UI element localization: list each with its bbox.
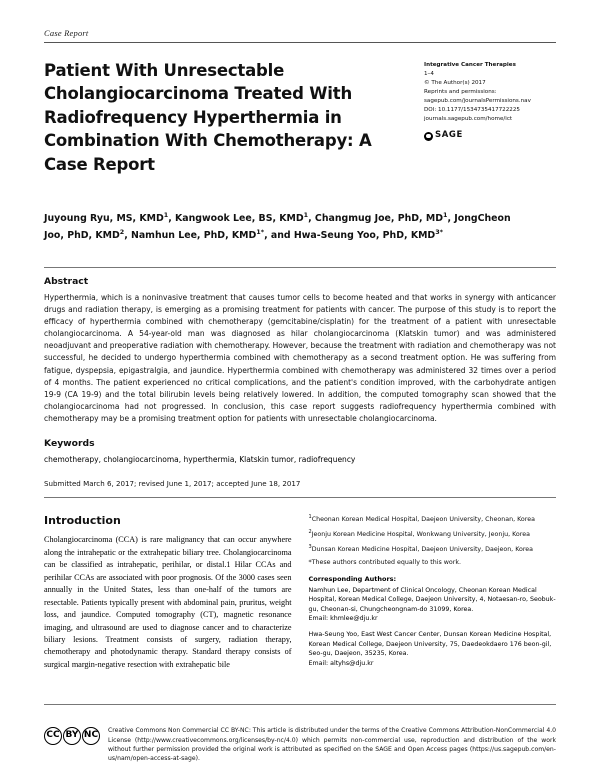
corresponding-heading: Corresponding Authors: [308, 574, 397, 583]
keywords-heading: Keywords [44, 438, 95, 450]
column-right [309, 514, 557, 674]
journal-doi[interactable]: DOI: 10.1177/1534735417722225 [424, 107, 520, 114]
introduction-text: Cholangiocarcinoma (CCA) is rare malignancy that can occur anywhere along the intrahepatic or the extrahepatic biliary tree. Cholangiocarcinoma can be classified as intrahepatic, perihilar, or distal.1 Hilar CCAs and perihilar CCAs are associated with poor prognosis. Of the 3000 cases seen annually in the United States, less than one-half of the tumors are resectable. Patients typically present with abdominal pain, pruritus, weight loss, and jaundice. Computed tomography (CT), magnetic resonance imaging, and ultrasound are used to diagnose cancer and to characterize biliary lesions. Treatment consists of surgery, radiation therapy, chemotherapy and photodynamic therapy. Standard therapy consists of surgical margin-negative resection with extrahepatic bile [44, 535, 292, 669]
sage-wordmark: SAGE [435, 130, 463, 141]
introduction-heading: Introduction [44, 514, 121, 528]
author-list: Juyoung Ryu, MS, KMD$^1$, Kangwook Lee, BS, KMD$^1$, Changmug Joe, PhD, $MD^1$, JongCheon Joo, PhD, KMD$^2$, Namhun Lee, PhD, $KMD^{1*}$, and Hwa-Seung Yoo, PhD, $KMD^{3*}$ [44, 211, 511, 242]
keywords-list: chemotherapy, cholangiocarcinoma, hyperthermia, Klatskin tumor, radiofrequency [44, 455, 356, 465]
column-left [44, 514, 292, 674]
body-columns [44, 514, 556, 674]
affiliation-item: *These authors contributed equally to this work. [308, 559, 461, 567]
corresponding-author-item: Hwa-Seung Yoo, East West Cancer Center, Dunsan Korean Medicine Hospital, Korean Medical College, Daejeon University, 75, Daedeokdaero 176 beon-gil, Seo-gu, Daejeon, 35235, Korea. Email: altyhs@dju.kr [308, 631, 552, 667]
journal-metadata [424, 59, 556, 145]
sage-mark-icon [424, 132, 433, 141]
running-head: Case Report [44, 28, 89, 38]
journal-home-url[interactable]: journals.sagepub.com/home/ict [424, 116, 513, 123]
page-title: Patient With Unresectable Cholangiocarcinoma Treated With Radiofrequency Hyperthermia in Combination With Chemotherapy: A Case Report [44, 61, 372, 174]
corresponding-authors [309, 586, 557, 669]
affiliation-item: $^2$Jeonju Korean Medicine Hospital, Wonkwang University, Jeonju, Korea [308, 528, 530, 538]
journal-name: Integrative Cancer Therapies [424, 62, 516, 68]
cc-mark-nc-icon: NC [82, 727, 100, 745]
abstract-text: Hyperthermia, which is a noninvasive treatment that causes tumor cells to become heated and that works in synergy with anticancer drugs and radiation therapy, is emerging as a promising treatment for patients with cancer. The purpose of this study is to report the efficacy of hyperthermia combined with chemotherapy (gemcitabine/cisplatin) for the treatment of a patient with unresectable cholangiocarcinoma. A 54-year-old man was diagnosed as hilar cholangiocarcinoma (Klatskin tumor) and was administered neoadjuvant and preoperative radiation with chemotherapy. However, because the treatment with radiation and chemotherapy was not successful, he decided to undergo hyperthermia combined with chemotherapy as a second treatment option. He was suffering from fatigue, dyspepsia, epigastralgia, and jaundice. Hyperthermia combined with chemotherapy was administered 32 times over a period of 4 months. The patient experienced no critical complications, and the patient's condition improved, with the carbohydrate antigen 19-9 (CA 19-9) and the total bilirubin levels being relatively lowered. In addition, the computed tomography scan showed that the cholangiocarcinoma had not progressed. In conclusion, this case report suggests radiofrequency hyperthermia combined with chemotherapy may be a promising treatment option for patients with unresectable cholangiocarcinoma. [44, 292, 556, 424]
submission-dates: Submitted March 6, 2017; revised June 1, 2017; accepted June 18, 2017 [44, 479, 301, 489]
keywords-block [44, 438, 556, 466]
affiliation-item: $^1$Cheonan Korean Medical Hospital, Daejeon University, Cheonan, Korea [308, 514, 535, 524]
journal-reprints-url[interactable]: sagepub.com/journalsPermissions.nav [424, 98, 531, 105]
abstract-divider [44, 267, 556, 268]
journal-copyright: © The Author(s) 2017 [424, 80, 486, 87]
creative-commons-icon [44, 726, 100, 745]
header-divider [44, 42, 556, 43]
footer-divider [44, 704, 556, 705]
dates-divider [44, 497, 556, 498]
journal-reprints-label: Reprints and permissions: [424, 89, 497, 96]
journal-pages: 1–4 [424, 71, 434, 78]
abstract-heading: Abstract [44, 275, 89, 287]
affiliation-item: $^3$Dunsan Korean Medicine Hospital, Daejeon University, Daejeon, Korea [308, 543, 534, 553]
sage-logo [424, 129, 463, 143]
cc-mark-by-icon: BY [63, 727, 81, 745]
licence-text: Creative Commons Non Commercial CC BY-NC: This article is distributed under the terms of the Creative Commons Attribution-NonCommercial 4.0 License (http://www.creativecommons.org/licenses/by-nc/4.0) which permits non-commercial use, reproduction and distribution of the work without further permission provided the original work is attributed as specified on the SAGE and Open Access pages (https://us.sagepub.com/en-us/nam/open-access-at-sage). [108, 727, 557, 762]
cc-mark-cc-icon: CC [44, 727, 62, 745]
licence-footer [44, 726, 556, 763]
title-row [44, 59, 556, 176]
affiliations [309, 514, 557, 568]
corresponding-author-item: Namhun Lee, Department of Clinical Oncology, Cheonan Korean Medical Hospital, Korean Medical College, Daejeon University, 4, Notaesan-ro, Seobuk-gu, Cheonan-si, Chungcheongnam-do 31099, Korea. Email: khmlee@dju.kr [308, 586, 556, 623]
